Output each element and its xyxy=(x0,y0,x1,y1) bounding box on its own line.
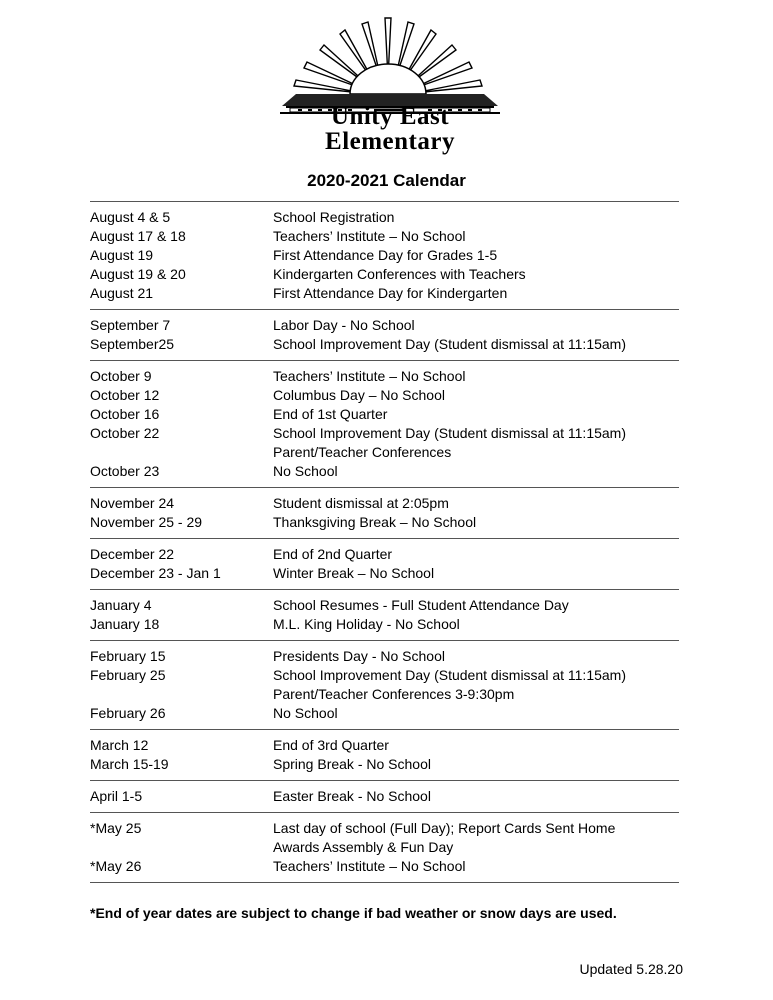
calendar-row xyxy=(90,545,679,564)
event-description: School Improvement Day (Student dismissal at 11:15am) xyxy=(273,667,627,683)
month-group xyxy=(90,780,679,812)
calendar-row xyxy=(90,208,679,227)
event-description: Presidents Day - No School xyxy=(273,648,445,664)
calendar-row xyxy=(90,787,679,806)
calendar-table xyxy=(90,201,679,883)
event-date: August 21 xyxy=(90,285,154,301)
event-description: Thanksgiving Break – No School xyxy=(273,514,477,530)
month-group xyxy=(90,309,679,360)
event-date: October 22 xyxy=(90,425,160,441)
calendar-row xyxy=(90,405,679,424)
event-description: M.L. King Holiday - No School xyxy=(273,616,460,632)
calendar-row xyxy=(90,736,679,755)
event-description: Easter Break - No School xyxy=(273,788,431,804)
event-date: December 22 xyxy=(90,546,175,562)
calendar-row xyxy=(90,424,679,443)
event-date: March 15-19 xyxy=(90,756,169,772)
calendar-row xyxy=(90,316,679,335)
calendar-row xyxy=(90,265,679,284)
calendar-row xyxy=(90,596,679,615)
event-description: Parent/Teacher Conferences xyxy=(273,444,452,460)
event-description: Teachers’ Institute – No School xyxy=(273,228,466,244)
calendar-row xyxy=(90,284,679,303)
event-date: February 25 xyxy=(90,667,166,683)
event-description: School Registration xyxy=(273,209,395,225)
event-date: *May 25 xyxy=(90,820,142,836)
event-date: January 18 xyxy=(90,616,160,632)
event-date: *May 26 xyxy=(90,858,142,874)
event-description: No School xyxy=(273,463,338,479)
event-date xyxy=(90,443,273,462)
event-description: First Attendance Day for Kindergarten xyxy=(273,285,508,301)
calendar-row xyxy=(90,246,679,265)
event-description: End of 1st Quarter xyxy=(273,406,388,422)
event-description: End of 2nd Quarter xyxy=(273,546,393,562)
calendar-row xyxy=(90,462,679,481)
month-group xyxy=(90,201,679,309)
month-group xyxy=(90,589,679,640)
month-group xyxy=(90,812,679,883)
event-date: January 4 xyxy=(90,597,152,613)
school-name-line1: Unity East xyxy=(330,103,450,130)
month-group xyxy=(90,729,679,780)
event-date: September25 xyxy=(90,336,175,352)
calendar-row xyxy=(90,367,679,386)
calendar-row xyxy=(90,386,679,405)
event-description: Last day of school (Full Day); Report Cards Sent Home xyxy=(273,820,616,836)
event-description: Awards Assembly & Fun Day xyxy=(273,839,454,855)
event-description: School Resumes - Full Student Attendance Day xyxy=(273,597,569,613)
calendar-row xyxy=(90,494,679,513)
footnote: *End of year dates are subject to change if bad weather or snow days are used. xyxy=(90,905,617,921)
event-date: April 1-5 xyxy=(90,788,143,804)
calendar-row xyxy=(90,819,679,838)
event-date: February 15 xyxy=(90,648,166,664)
event-description: School Improvement Day (Student dismissal at 11:15am) xyxy=(273,425,627,441)
event-date: August 19 xyxy=(90,247,154,263)
event-date: February 26 xyxy=(90,705,166,721)
calendar-row xyxy=(90,564,679,583)
sun-icon xyxy=(350,64,426,94)
event-description: Parent/Teacher Conferences 3-9:30pm xyxy=(273,686,515,702)
event-description: No School xyxy=(273,705,338,721)
event-date: August 4 & 5 xyxy=(90,209,171,225)
event-date: October 16 xyxy=(90,406,160,422)
event-description: Student dismissal at 2:05pm xyxy=(273,495,449,511)
event-date xyxy=(90,685,273,704)
event-description: End of 3rd Quarter xyxy=(273,737,389,753)
event-description: Labor Day - No School xyxy=(273,317,415,333)
event-date: November 25 - 29 xyxy=(90,514,203,530)
event-description: First Attendance Day for Grades 1-5 xyxy=(273,247,498,263)
calendar-row xyxy=(90,685,679,704)
calendar-row xyxy=(90,513,679,532)
calendar-row xyxy=(90,227,679,246)
calendar-row xyxy=(90,666,679,685)
month-group xyxy=(90,538,679,589)
calendar-row xyxy=(90,647,679,666)
event-description: School Improvement Day (Student dismissal at 11:15am) xyxy=(273,336,627,352)
month-group xyxy=(90,360,679,487)
calendar-row xyxy=(90,443,679,462)
event-description: Kindergarten Conferences with Teachers xyxy=(273,266,526,282)
event-date: October 9 xyxy=(90,368,152,384)
updated-date: Updated 5.28.20 xyxy=(579,961,683,977)
month-group xyxy=(90,640,679,729)
month-group xyxy=(90,487,679,538)
event-description: Teachers’ Institute – No School xyxy=(273,368,466,384)
calendar-row xyxy=(90,755,679,774)
event-date: August 17 & 18 xyxy=(90,228,186,244)
calendar-row xyxy=(90,335,679,354)
event-date: August 19 & 20 xyxy=(90,266,186,282)
calendar-row xyxy=(90,838,679,857)
event-description: Winter Break – No School xyxy=(273,565,435,581)
school-name-line2: Elementary xyxy=(325,128,455,155)
event-date: December 23 - Jan 1 xyxy=(90,565,221,581)
event-description: Teachers’ Institute – No School xyxy=(273,858,466,874)
event-description: Spring Break - No School xyxy=(273,756,431,772)
calendar-row xyxy=(90,615,679,634)
event-date: November 24 xyxy=(90,495,175,511)
calendar-row xyxy=(90,704,679,723)
event-date: October 23 xyxy=(90,463,160,479)
calendar-row xyxy=(90,857,679,876)
event-date xyxy=(90,838,273,857)
event-date: September 7 xyxy=(90,317,171,333)
event-description: Columbus Day – No School xyxy=(273,387,445,403)
event-date: March 12 xyxy=(90,737,149,753)
event-date: October 12 xyxy=(90,387,160,403)
page-title: 2020-2021 Calendar xyxy=(307,171,466,190)
